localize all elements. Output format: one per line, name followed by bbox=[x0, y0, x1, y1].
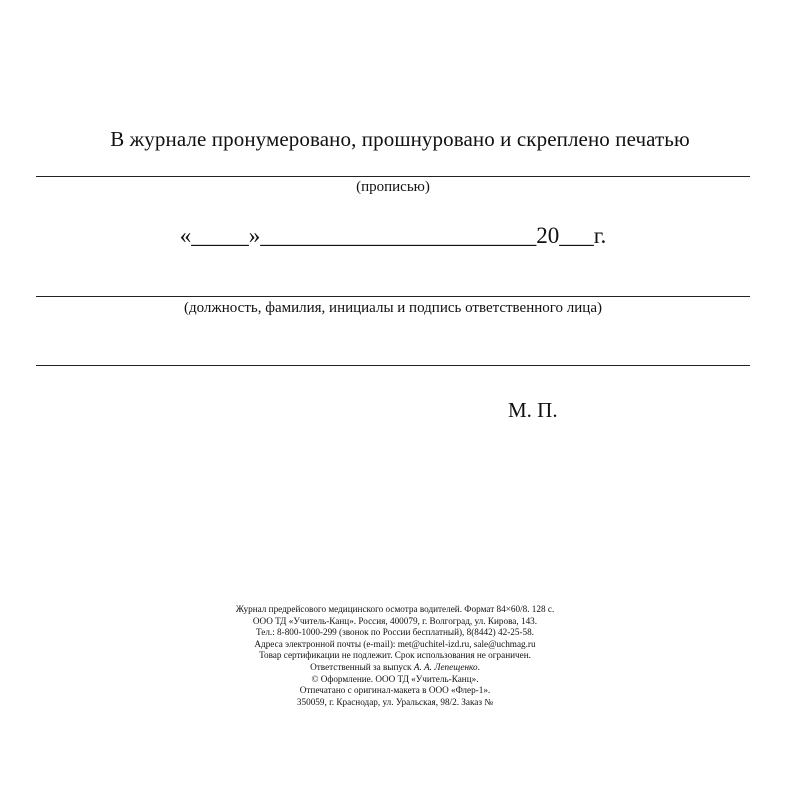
publisher-imprint bbox=[0, 604, 790, 708]
imprint-line: ООО ТД «Учитель-Канц». Россия, 400079, г. Волгоград, ул. Кирова, 143. bbox=[252, 615, 538, 626]
imprint-line: Журнал предрейсового медицинского осмотра водителей. Формат 84×60/8. 128 с. bbox=[235, 604, 555, 614]
page-heading: В журнале пронумеровано, прошнуровано и скреплено печатью bbox=[110, 127, 690, 151]
spelled-out-caption: (прописью) bbox=[356, 179, 430, 195]
imprint-line-responsible bbox=[0, 662, 790, 674]
imprint-line: © Оформление. ООО ТД «Учитель-Канц». bbox=[311, 673, 479, 684]
date-line: «_____»________________________20___г. bbox=[179, 223, 607, 248]
signature-line bbox=[36, 365, 750, 366]
spelled-out-count-line bbox=[36, 176, 750, 177]
imprint-responsible-suffix: . bbox=[477, 661, 480, 672]
imprint-line: Товар сертификации не подлежит. Срок использования не ограничен. bbox=[259, 650, 531, 661]
responsible-person-line bbox=[36, 296, 750, 297]
imprint-line: Тел.: 8-800-1000-299 (звонок по России бесплатный), 8(8442) 42-25-58. bbox=[255, 627, 535, 638]
stamp-place-mark: М. П. bbox=[508, 398, 558, 422]
imprint-responsible-name: А. А. Лепещенко bbox=[413, 661, 478, 672]
imprint-line: 350059, г. Краснодар, ул. Уральская, 98/2. Заказ № bbox=[296, 696, 494, 707]
imprint-responsible-prefix: Ответственный за выпуск bbox=[310, 661, 414, 672]
imprint-line: Адреса электронной почты (e-mail): met@uchitel-izd.ru, sale@uchmag.ru bbox=[254, 638, 536, 649]
imprint-line: Отпечатано с оригинал-макета в ООО «Флер-1». bbox=[299, 685, 491, 696]
responsible-person-caption: (должность, фамилия, инициалы и подпись ответственного лица) bbox=[184, 300, 602, 316]
